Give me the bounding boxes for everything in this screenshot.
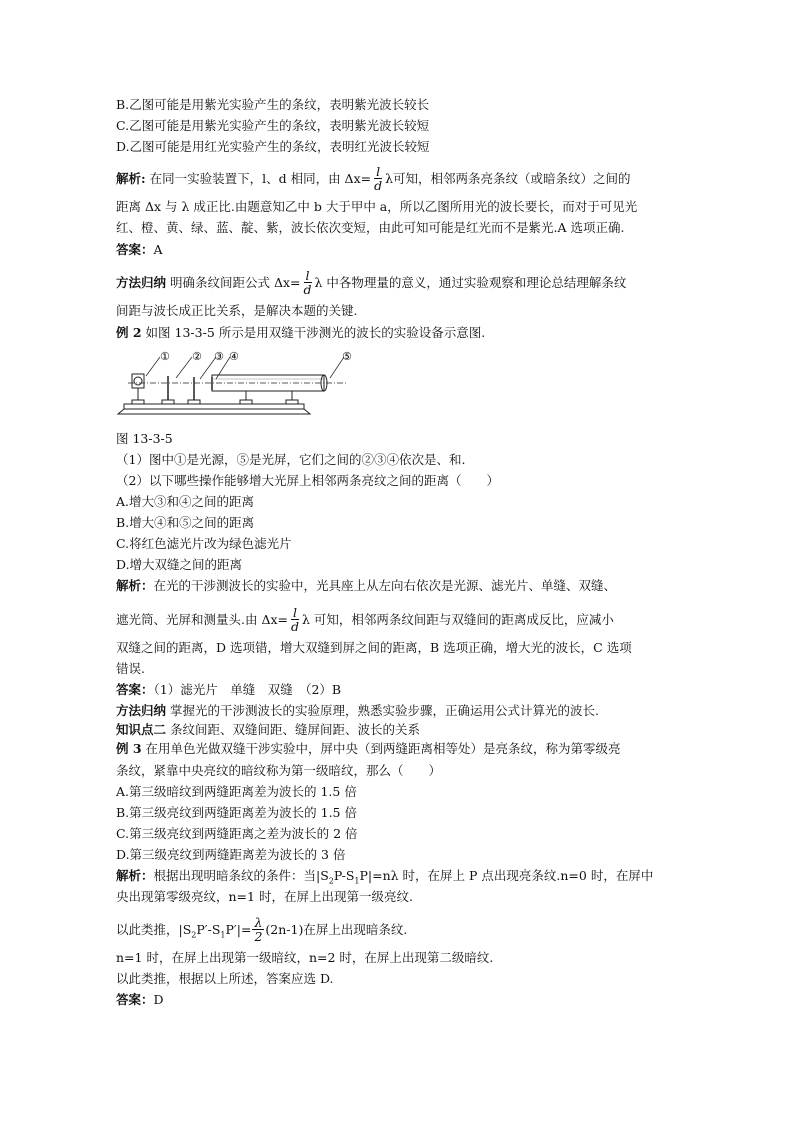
example-3-option-c: C.第三级亮纹到两缝距离之差为波长的 2 倍 (116, 826, 358, 841)
example-3-option-d: D.第三级亮纹到两缝距离差为波长的 3 倍 (116, 847, 346, 862)
option-c: C.将红色滤光片改为绿色滤光片 (116, 536, 292, 551)
example-3-option-a: A.第三级暗纹到两缝距离差为波长的 1.5 倍 (116, 784, 357, 799)
analysis-3-line-4: n=1 时，在屏上出现第一级暗纹，n=2 时，在屏上出现第二级暗纹. (116, 950, 494, 965)
option-a: A.增大③和④之间的距离 (116, 494, 255, 509)
question-1: （1）图中①是光源，⑤是光屏，它们之间的②③④依次是、和. (116, 452, 466, 467)
method-label: 方法归纳 (116, 275, 167, 290)
analysis-2-line-2: 遮光筒、光屏和测量头.由 Δx= $\frac{l}{d}$ λ 可知，相邻两条纹间距与双缝间的距离成反比，应减小 (116, 605, 614, 634)
fraction-l-over-d: $\frac{l}{d}$ (291, 605, 300, 634)
analysis-3-line-1: 解析：根据出现明暗条纹的条件：当$|S_2P-S_1P|=n\lambda$ 时，在屏上 P 点出现亮条纹.n=0 时，在屏中 (116, 868, 654, 886)
option-d: D.乙图可能是用红光实验产生的条纹，表明红光波长较短 (116, 139, 430, 154)
figure-caption: 图 13-3-5 (116, 431, 173, 446)
knowledge-point-2: 知识点二 条纹间距、双缝间距、缝屏间距、波长的关系 (116, 722, 420, 737)
answer-1: 答案：A (116, 242, 163, 257)
analysis-1-line-1: 解析: 在同一实验装置下，l、d 相同，由 Δx= $\frac{l}{d}$ λ可知，相邻两条亮条纹（或暗条纹）之间的 (116, 164, 631, 193)
method-1-line-1: 方法归纳 明确条纹间距公式 Δx= $\frac{l}{d}$ λ 中各物理量的意义，通过实验观察和理论总结理解条纹 (116, 268, 627, 297)
option-b: B.乙图可能是用紫光实验产生的条纹，表明紫光波长较长 (116, 97, 430, 112)
option-b: B.增大④和⑤之间的距离 (116, 515, 255, 530)
analysis-1-line-2: 距离 Δx 与 λ 成正比.由题意知乙中 b 大于甲中 a，所以乙图所用光的波长要长，而对于可见光 (116, 199, 638, 214)
analysis-2-line-4: 错误. (116, 661, 145, 676)
analysis-3-line-2: 央出现第零级亮纹，n=1 时，在屏上出现第一级亮纹. (116, 889, 413, 904)
double-slit-apparatus-figure (116, 350, 356, 422)
figure-label-2: ② (192, 350, 202, 363)
option-d: D.增大双缝之间的距离 (116, 557, 243, 572)
analysis-2-line-3: 双缝之间的距离，D 选项错，增大双缝到屏之间的距离，B 选项正确，增大光的波长，C 选项 (116, 640, 632, 655)
analysis-label: 解析: (116, 171, 146, 186)
method-1-line-2: 间距与波长成正比关系，是解决本题的关键. (116, 303, 358, 318)
question-2: （2）以下哪些操作能够增大光屏上相邻两条亮纹之间的距离（ ） (116, 473, 499, 488)
answer-3: 答案：D (116, 992, 164, 1007)
example-3-option-b: B.第三级亮纹到两缝距离差为波长的 1.5 倍 (116, 805, 357, 820)
fraction-l-over-d: $\frac{l}{d}$ (374, 164, 383, 193)
example-3-line-2: 条纹，紧靠中央亮纹的暗纹称为第一级暗纹，那么（ ） (116, 763, 442, 778)
figure-label-1: ① (160, 350, 170, 363)
example-2: 例 2 如图 13-3-5 所示是用双缝干涉测光的波长的实验设备示意图. (116, 325, 486, 340)
option-c: C.乙图可能是用紫光实验产生的条纹，表明紫光波长较短 (116, 118, 430, 133)
figure-label-5: ⑤ (342, 350, 352, 363)
method-2: 方法归纳 掌握光的干涉测波长的实验原理，熟悉实验步骤，正确运用公式计算光的波长. (116, 703, 599, 718)
figure-label-3: ③ (214, 350, 224, 363)
figure-label-4: ④ (229, 350, 239, 363)
example-3-line-1: 例 3 在用单色光做双缝干涉实验中，屏中央（到两缝距离相等处）是亮条纹，称为第零级亮 (116, 741, 621, 756)
analysis-2-line-1: 解析：在光的干涉测波长的实验中，光具座上从左向右依次是光源、滤光片、单缝、双缝、 (116, 578, 617, 593)
analysis-3-line-3: 以此类推，$|S_2P'-S_1P'|=$ $\frac{\lambda}{2}$ (2n-1)在屏上出现暗条纹. (116, 915, 408, 944)
answer-2: 答案：（1）滤光片 单缝 双缝 （2）B (116, 682, 342, 697)
fraction-l-over-d: $\frac{l}{d}$ (303, 268, 312, 297)
fraction-lambda-over-2: $\frac{\lambda}{2}$ (254, 915, 263, 944)
analysis-1-line-3: 红、橙、黄、绿、蓝、靛、紫，波长依次变短，由此可知可能是红光而不是紫光.A 选项正确. (116, 220, 625, 235)
analysis-3-line-5: 以此类推，根据以上所述，答案应选 D. (116, 971, 334, 986)
